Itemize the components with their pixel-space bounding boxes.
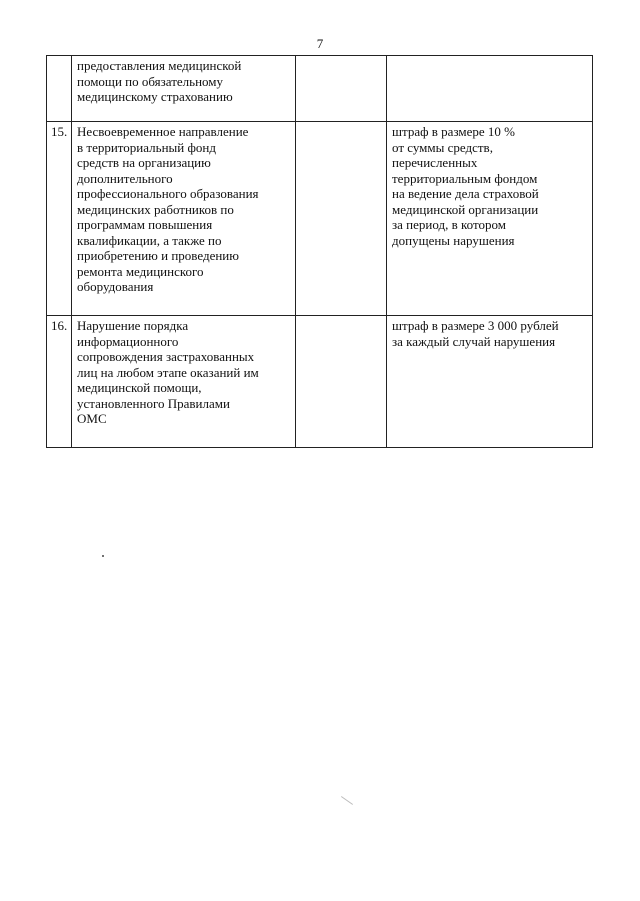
table-row bbox=[47, 122, 593, 316]
empty-cell bbox=[296, 316, 387, 448]
table-row bbox=[47, 316, 593, 448]
table-row bbox=[47, 56, 593, 122]
scan-mark bbox=[341, 796, 353, 805]
page-number: 7 bbox=[316, 36, 324, 51]
empty-cell bbox=[296, 122, 387, 316]
violation-description-cell: предоставления медицинской помощи по обязательному медицинскому страхованию bbox=[72, 56, 296, 122]
scan-speck bbox=[102, 555, 104, 557]
violation-description-cell: Несвоевременное направление в территориальный фонд средств на организацию дополнительного профессионального образования медицинских работников по программам повышения квалификации, а также по приобретению и проведению ремонта медицинского оборудования bbox=[72, 122, 296, 316]
row-number-cell bbox=[47, 56, 72, 122]
penalty-cell: штраф в размере 10 % от суммы средств, перечисленных территориальным фондом на ведение дела страховой медицинской организации за период, в котором допущены нарушения bbox=[387, 122, 593, 316]
penalty-cell: штраф в размере 3 000 рублей за каждый случай нарушения bbox=[387, 316, 593, 448]
row-number-cell: 16. bbox=[47, 316, 72, 448]
empty-cell bbox=[296, 56, 387, 122]
penalty-cell bbox=[387, 56, 593, 122]
violation-description-cell: Нарушение порядка информационного сопровождения застрахованных лиц на любом этапе оказаний им медицинской помощи, установленного Правилами ОМС bbox=[72, 316, 296, 448]
penalty-table bbox=[46, 55, 593, 448]
row-number-cell: 15. bbox=[47, 122, 72, 316]
